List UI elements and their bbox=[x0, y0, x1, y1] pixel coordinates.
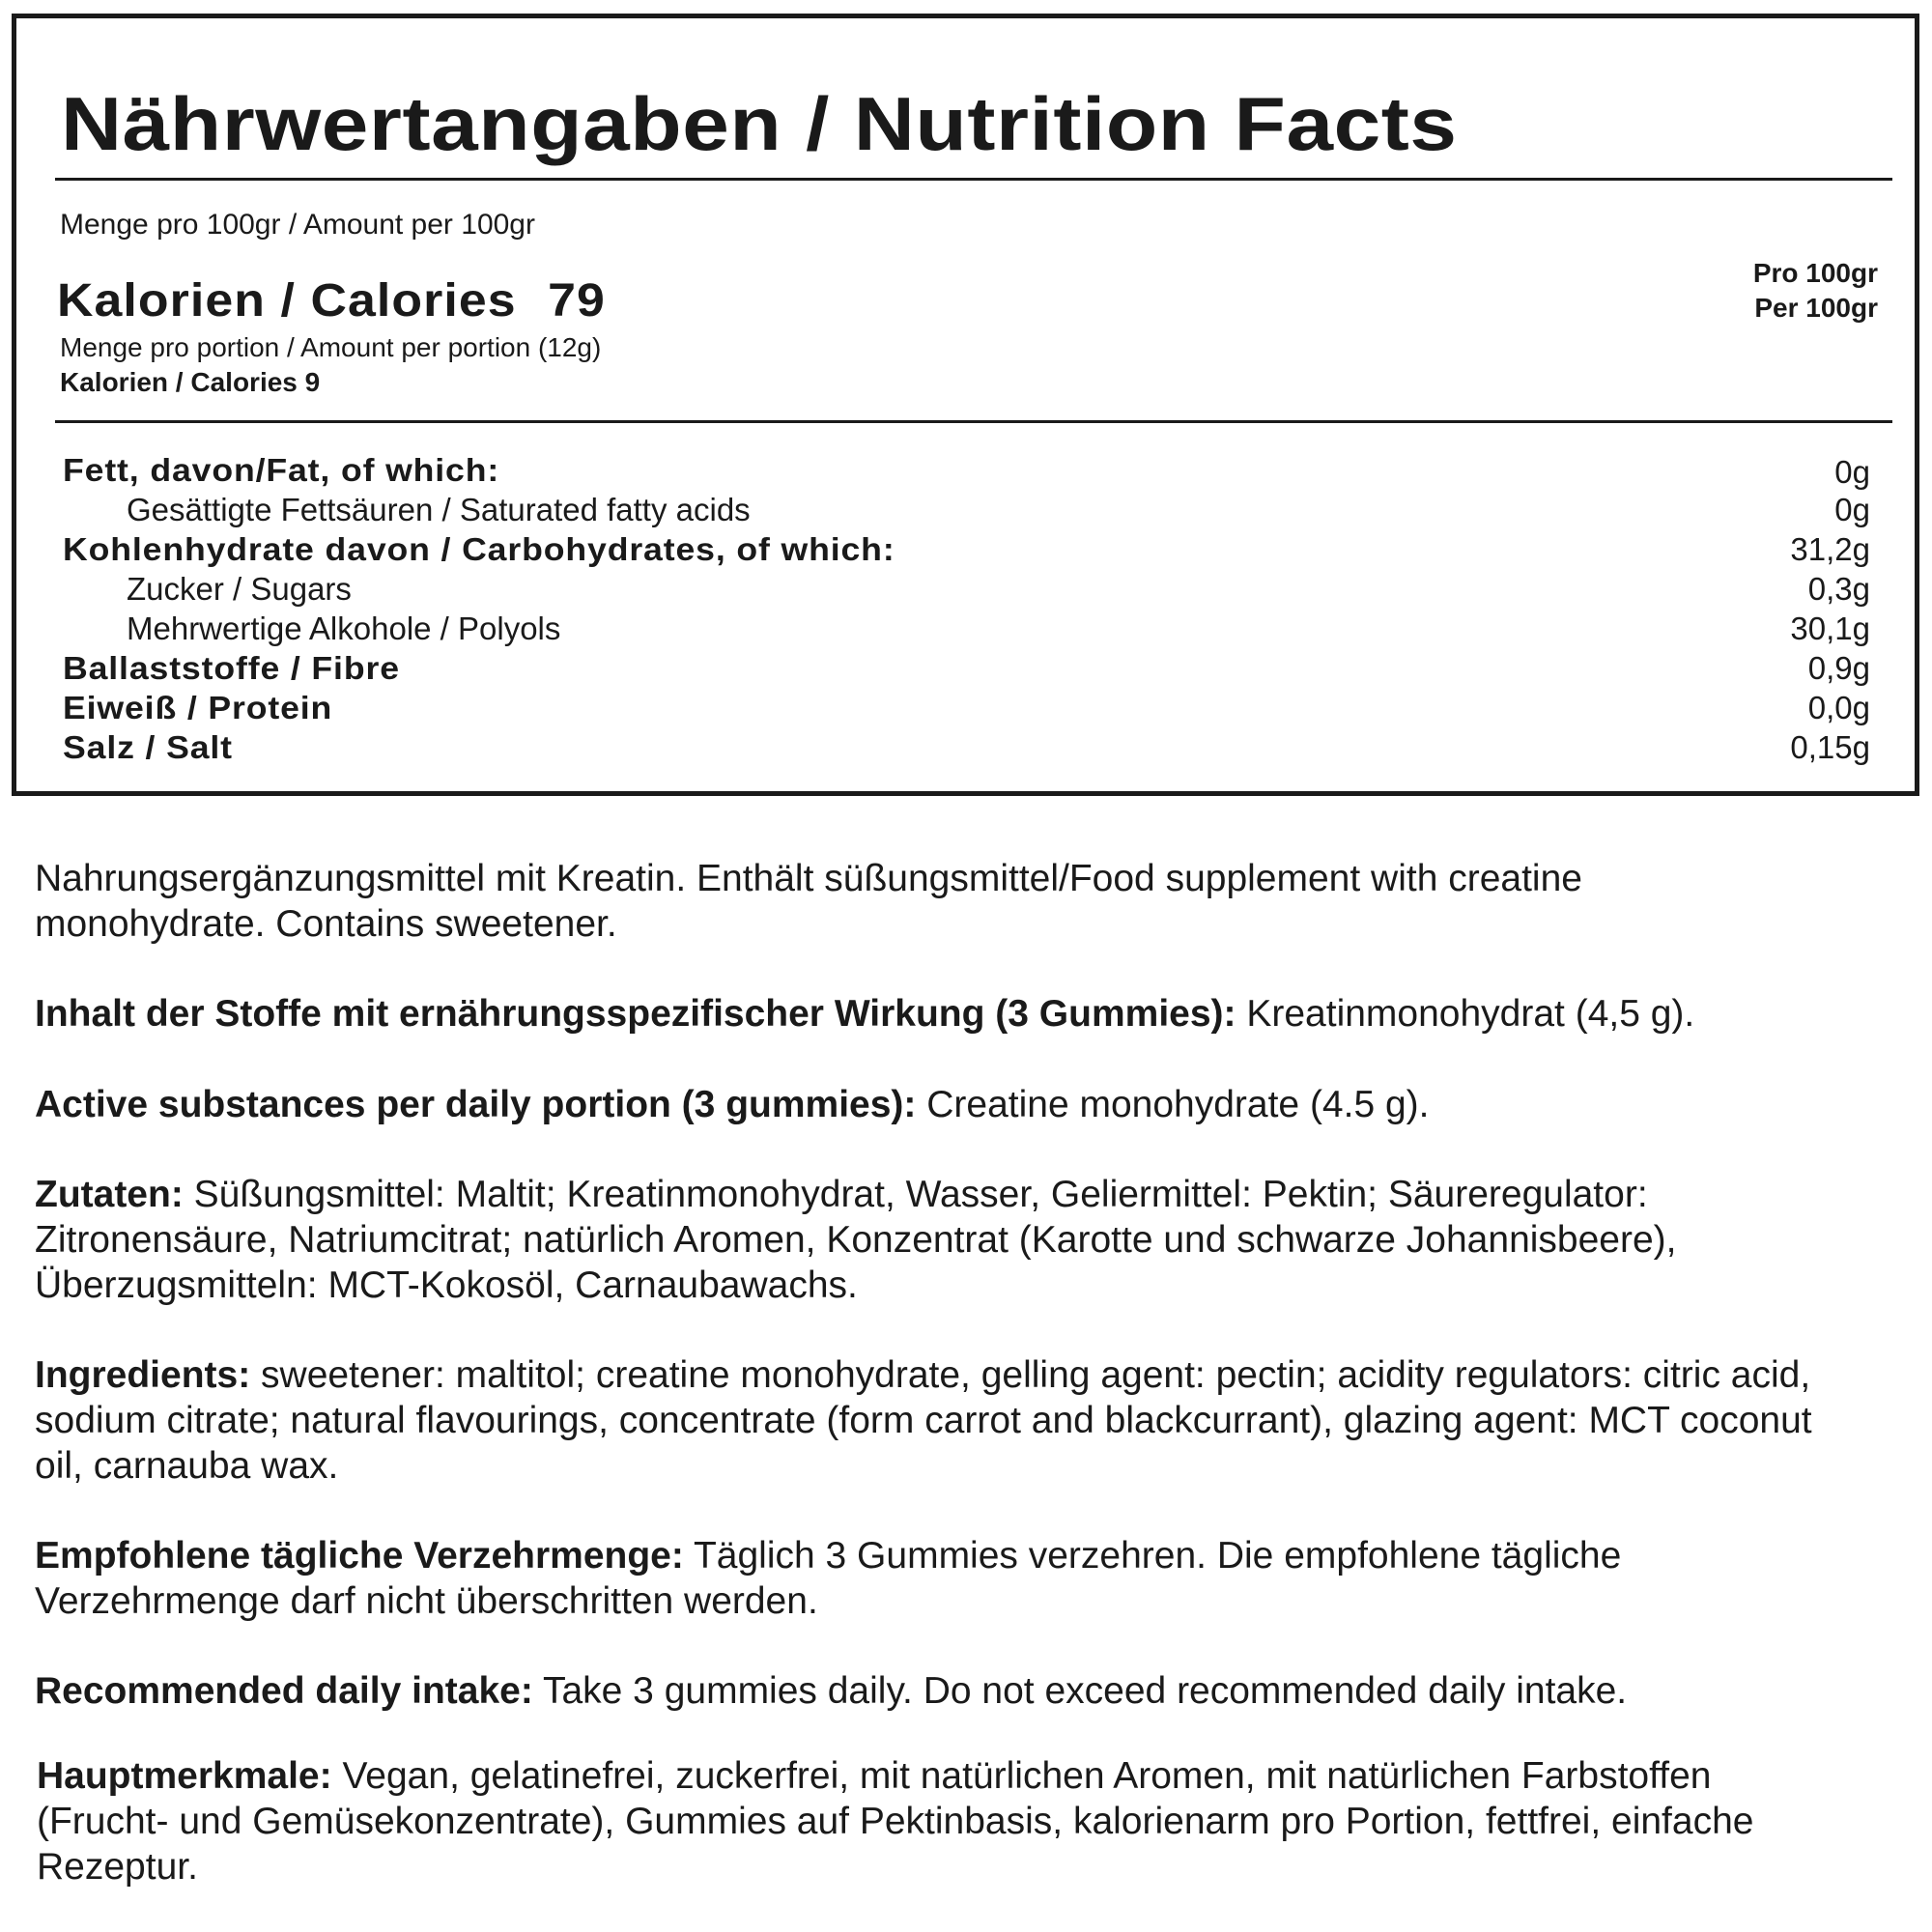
row-sugars-label: Zucker / Sugars bbox=[127, 571, 352, 607]
row-fibre-value: 0,9g bbox=[1807, 650, 1870, 686]
ingredients-line1: sweetener: maltitol; creatine monohydrate, gelling agent: pectin; acidity regulators: citric acid, bbox=[250, 1354, 1811, 1396]
row-polyols-value: 30,1g bbox=[1790, 611, 1870, 646]
recommended-text: Take 3 gummies daily. Do not exceed recommended daily intake. bbox=[532, 1670, 1628, 1712]
zutaten-line2: Zitronensäure, Natriumcitrat; natürlich Aromen, Konzentrat (Karotte und schwarze Johannisbeere), bbox=[35, 1219, 1677, 1261]
hauptmerkmale-paragraph bbox=[37, 1753, 1911, 1889]
empfohlene-line2: Verzehrmenge darf nicht überschritten werden. bbox=[35, 1580, 818, 1622]
zutaten-label: Zutaten: bbox=[35, 1174, 184, 1215]
nutrition-title: Nährwertangaben / Nutrition Facts bbox=[61, 81, 1458, 166]
amount-per-100: Menge pro 100gr / Amount per 100gr bbox=[60, 209, 535, 241]
supplement-line2: monohydrate. Contains sweetener. bbox=[35, 903, 617, 945]
active-substances-de bbox=[35, 991, 1909, 1037]
row-saturated-value: 0g bbox=[1834, 492, 1870, 527]
per-col-line1: Pro 100gr bbox=[1752, 258, 1878, 288]
zutaten-line1: Süßungsmittel: Maltit; Kreatinmonohydrat, Wasser, Geliermittel: Pektin; Säureregulator: bbox=[183, 1174, 1648, 1215]
calories-per-100 bbox=[57, 274, 606, 327]
ingredients-label: Ingredients: bbox=[35, 1354, 251, 1396]
haupt-line3: Rezeptur. bbox=[37, 1846, 198, 1888]
nutrition-facts-label bbox=[12, 14, 1919, 796]
row-fibre-label: Ballaststoffe / Fibre bbox=[63, 650, 400, 686]
ingredients-paragraph bbox=[35, 1352, 1909, 1489]
inhalt-label: Inhalt der Stoffe mit ernährungsspezifischer Wirkung (3 Gummies): bbox=[35, 993, 1236, 1035]
haupt-line1: Vegan, gelatinefrei, zuckerfrei, mit natürlichen Aromen, mit natürlichen Farbstoffen bbox=[331, 1755, 1712, 1797]
row-saturated-label: Gesättigte Fettsäuren / Saturated fatty acids bbox=[127, 492, 751, 527]
row-carbs-label: Kohlenhydrate davon / Carbohydrates, of which: bbox=[63, 531, 895, 567]
calories-divider bbox=[55, 420, 1892, 423]
portion-calories: Kalorien / Calories 9 bbox=[60, 367, 321, 397]
row-protein-value: 0,0g bbox=[1807, 690, 1870, 725]
active-text: Creatine monohydrate (4.5 g). bbox=[916, 1084, 1430, 1125]
row-carbs-value: 31,2g bbox=[1790, 531, 1870, 567]
empfohlene-line1: Täglich 3 Gummies verzehren. Die empfohlene tägliche bbox=[683, 1535, 1622, 1577]
row-sugars-value: 0,3g bbox=[1807, 571, 1870, 607]
recommended-paragraph bbox=[35, 1668, 1909, 1714]
zutaten-paragraph bbox=[35, 1172, 1909, 1308]
active-substances-en bbox=[35, 1082, 1909, 1127]
row-polyols-label: Mehrwertige Alkohole / Polyols bbox=[127, 611, 561, 646]
calories-label: Kalorien / Calories bbox=[57, 275, 517, 327]
row-fat-label: Fett, davon/Fat, of which: bbox=[63, 452, 500, 488]
row-fat-value: 0g bbox=[1834, 454, 1870, 490]
haupt-label: Hauptmerkmale: bbox=[37, 1755, 332, 1797]
supplement-description bbox=[35, 856, 1909, 947]
row-salt-value: 0,15g bbox=[1790, 729, 1870, 765]
per-100-column-header bbox=[1753, 256, 1878, 326]
row-salt-label: Salz / Salt bbox=[63, 729, 233, 765]
ingredients-line3: oil, carnauba wax. bbox=[35, 1445, 339, 1487]
calories-value: 79 bbox=[548, 275, 606, 327]
amount-per-portion: Menge pro portion / Amount per portion (12g) bbox=[60, 332, 602, 362]
title-divider bbox=[55, 178, 1892, 181]
empfohlene-label: Empfohlene tägliche Verzehrmenge: bbox=[35, 1535, 684, 1577]
row-protein-label: Eiweiß / Protein bbox=[63, 690, 333, 725]
haupt-line2: (Frucht- und Gemüsekonzentrate), Gummies auf Pektinbasis, kalorienarm pro Portion, fettfrei, einfache bbox=[37, 1801, 1754, 1842]
ingredients-line2: sodium citrate; natural flavourings, concentrate (form carrot and blackcurrant), glazing agent: MCT coconut bbox=[35, 1400, 1812, 1441]
per-col-line2: Per 100gr bbox=[1754, 293, 1878, 323]
active-label: Active substances per daily portion (3 gummies): bbox=[35, 1084, 917, 1125]
inhalt-text: Kreatinmonohydrat (4,5 g). bbox=[1236, 993, 1695, 1035]
empfohlene-paragraph bbox=[35, 1533, 1909, 1624]
zutaten-line3: Überzugsmitteln: MCT-Kokosöl, Carnaubawachs. bbox=[35, 1264, 858, 1306]
supplement-line1: Nahrungsergänzungsmittel mit Kreatin. Enthält süßungsmittel/Food supplement with creatine bbox=[35, 858, 1582, 899]
recommended-label: Recommended daily intake: bbox=[35, 1670, 533, 1712]
